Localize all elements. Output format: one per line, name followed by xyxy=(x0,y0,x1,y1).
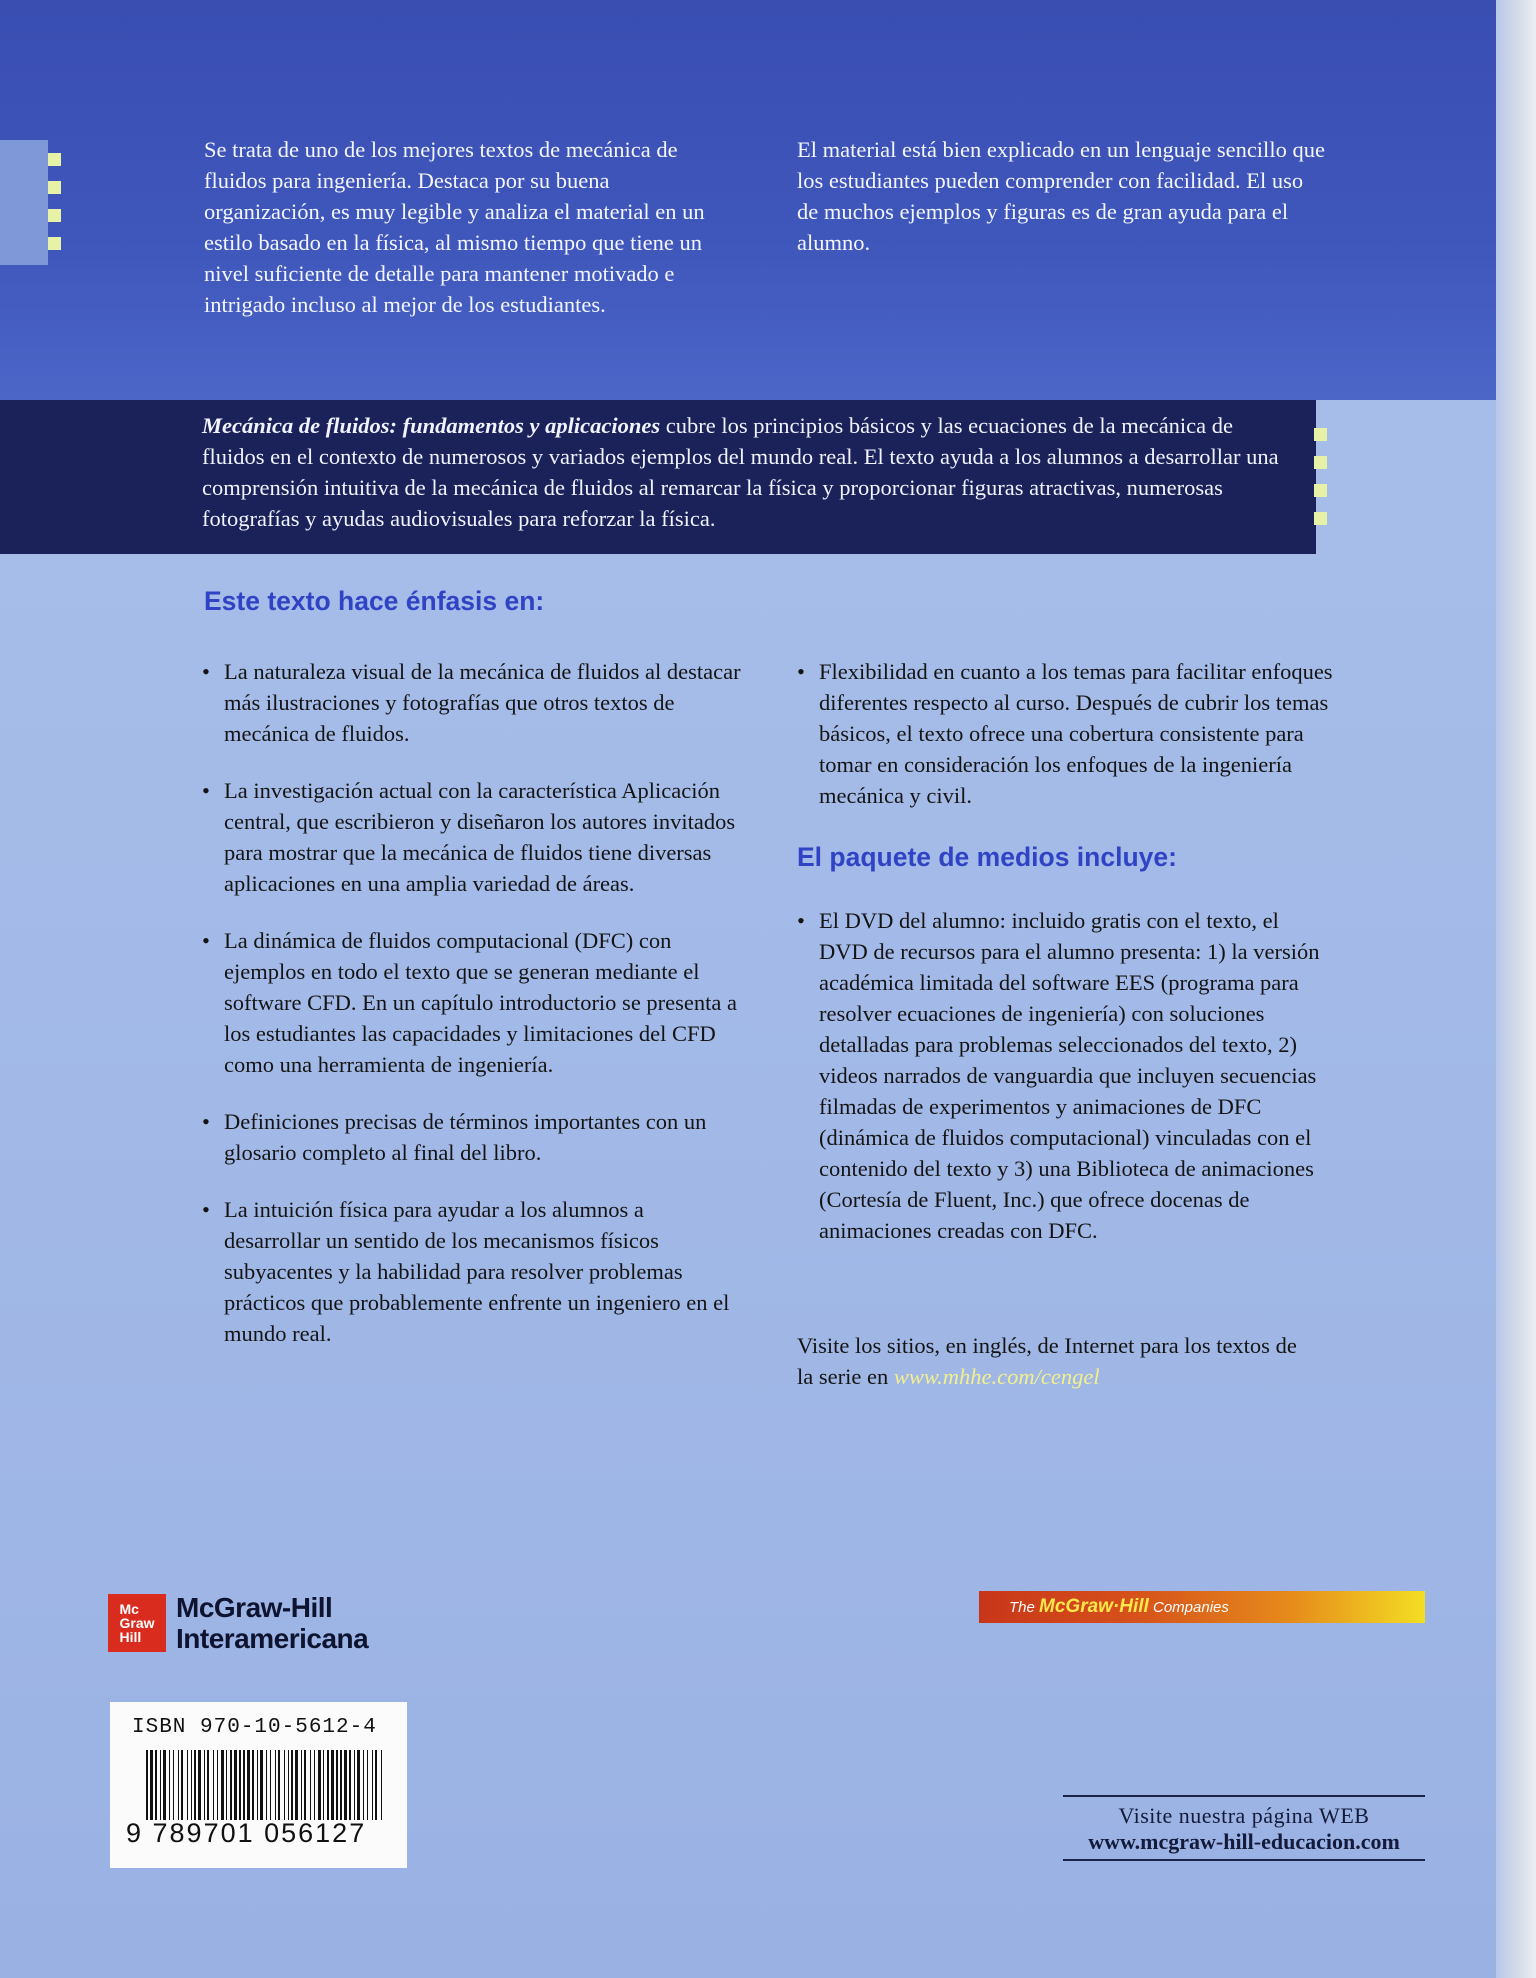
square-icon xyxy=(1314,484,1327,497)
media-heading: El paquete de medios incluye: xyxy=(797,842,1177,872)
square-icon xyxy=(1314,456,1327,469)
website-caption: Visite nuestra página WEB xyxy=(1118,1803,1370,1828)
list-item: • La naturaleza visual de la mecánica de fluidos al destacar más ilustraciones y fotografías que otros textos de mecánica de fluidos. xyxy=(202,656,742,749)
square-icon xyxy=(48,153,61,166)
intro-text: cubre los principios básicos y las ecuaciones de la mecánica de fluidos en el contexto de numerosos y variados ejemplos del mundo real. El texto ayuda a los alumnos a desarrollar una comprensión intuitiva de la mecánica de fluidos al remarcar la física y proporcionar figuras atractivas, numerosas fotografías y ayudas audiovisuales para reforzar la física. xyxy=(202,413,1279,531)
isbn-text: ISBN 970-10-5612-4 xyxy=(132,1716,377,1739)
list-item: • La intuición física para ayudar a los alumnos a desarrollar un sentido de los mecanismos físicos subyacentes y la habilidad para resolver problemas prácticos que probablemente enfrente un ingeniero en el mundo real. xyxy=(202,1194,742,1349)
logo-text: Hill xyxy=(119,1629,142,1645)
mcgraw-hill-logo-icon xyxy=(108,1594,166,1652)
intro-paragraph xyxy=(202,410,1292,534)
publisher-name-line2: Interamericana xyxy=(176,1623,369,1654)
decorative-squares-left xyxy=(48,153,61,250)
media-list xyxy=(797,905,1327,1272)
logo-text: Graw xyxy=(119,1615,155,1631)
review-right-paragraph: El material está bien explicado en un lenguaje sencillo que los estudiantes pueden comprender con facilidad. El uso de muchos ejemplos y figuras es de gran ayuda para el alumno. xyxy=(797,137,1325,255)
review-left-paragraph: Se trata de uno de los mejores textos de mecánica de fluidos para ingeniería. Destaca por su buena organización, es muy legible y analiza el material en un estilo basado en la física, al mismo tiempo que tiene un nivel suficiente de detalle para mantener motivado e intrigado incluso al mejor de los estudiantes. xyxy=(204,137,705,317)
list-item: • Flexibilidad en cuanto a los temas para facilitar enfoques diferentes respecto al curso. Después de cubrir los temas básicos, el texto ofrece una cobertura consistente para tomar en consideración los enfoques de la ingeniería mecánica y civil. xyxy=(797,656,1337,811)
page-edge xyxy=(1496,0,1536,1978)
website-box xyxy=(1063,1795,1425,1861)
logo-text: Mc xyxy=(119,1601,139,1617)
series-url-link[interactable]: www.mhhe.com/cengel xyxy=(893,1364,1100,1389)
companies-suffix: Companies xyxy=(1148,1599,1229,1616)
list-item: • La investigación actual con la característica Aplicación central, que escribieron y diseñaron los autores invitados para mostrar que la mecánica de fluidos tiene diversas aplicaciones en una amplia variedad de áreas. xyxy=(202,775,742,899)
companies-prefix: The xyxy=(1009,1599,1040,1616)
list-item: • Definiciones precisas de términos importantes con un glosario completo al final del libro. xyxy=(202,1106,742,1168)
list-item: • El DVD del alumno: incluido gratis con el texto, el DVD de recursos para el alumno presenta: 1) la versión académica limitada del software EES (programa para resolver ecuaciones de ingeniería) con soluciones detalladas para problemas seleccionados del texto, 2) videos narrados de vanguardia que incluyen secuencias filmadas de experimentos y animaciones de DFC (dinámica de fluidos computacional) vinculadas con el contenido del texto y 3) una Biblioteca de animaciones (Cortesía de Fluent, Inc.) que ofrece docenas de animaciones creadas con DFC. xyxy=(797,905,1327,1246)
publisher-name xyxy=(176,1592,368,1654)
square-icon xyxy=(48,181,61,194)
publisher-name-line1: McGraw-Hill xyxy=(176,1592,333,1623)
visit-text: Visite los sitios, en inglés, de Internet para los textos de la serie en xyxy=(797,1333,1297,1389)
barcode-digits: 9 789701 056127 xyxy=(126,1818,367,1848)
emphasis-list-right xyxy=(797,656,1337,837)
left-accent-strip xyxy=(0,140,48,265)
emphasis-list-left xyxy=(202,656,742,1375)
square-icon xyxy=(48,209,61,222)
companies-brand: McGraw·Hill xyxy=(1039,1596,1149,1617)
decorative-squares-right xyxy=(1314,428,1327,525)
website-url-link[interactable]: www.mcgraw-hill-educacion.com xyxy=(1063,1829,1425,1861)
square-icon xyxy=(1314,428,1327,441)
companies-banner xyxy=(979,1591,1425,1623)
visit-paragraph xyxy=(797,1330,1317,1392)
barcode-icon xyxy=(146,1750,386,1820)
book-title: Mecánica de fluidos: fundamentos y aplicaciones xyxy=(202,413,661,438)
emphasis-heading: Este texto hace énfasis en: xyxy=(204,586,545,616)
square-icon xyxy=(48,237,61,250)
list-item: • La dinámica de fluidos computacional (DFC) con ejemplos en todo el texto que se generan mediante el software CFD. En un capítulo introductorio se presenta a los estudiantes las capacidades y limitaciones del CFD como una herramienta de ingeniería. xyxy=(202,925,742,1080)
square-icon xyxy=(1314,512,1327,525)
barcode-panel xyxy=(110,1702,407,1868)
